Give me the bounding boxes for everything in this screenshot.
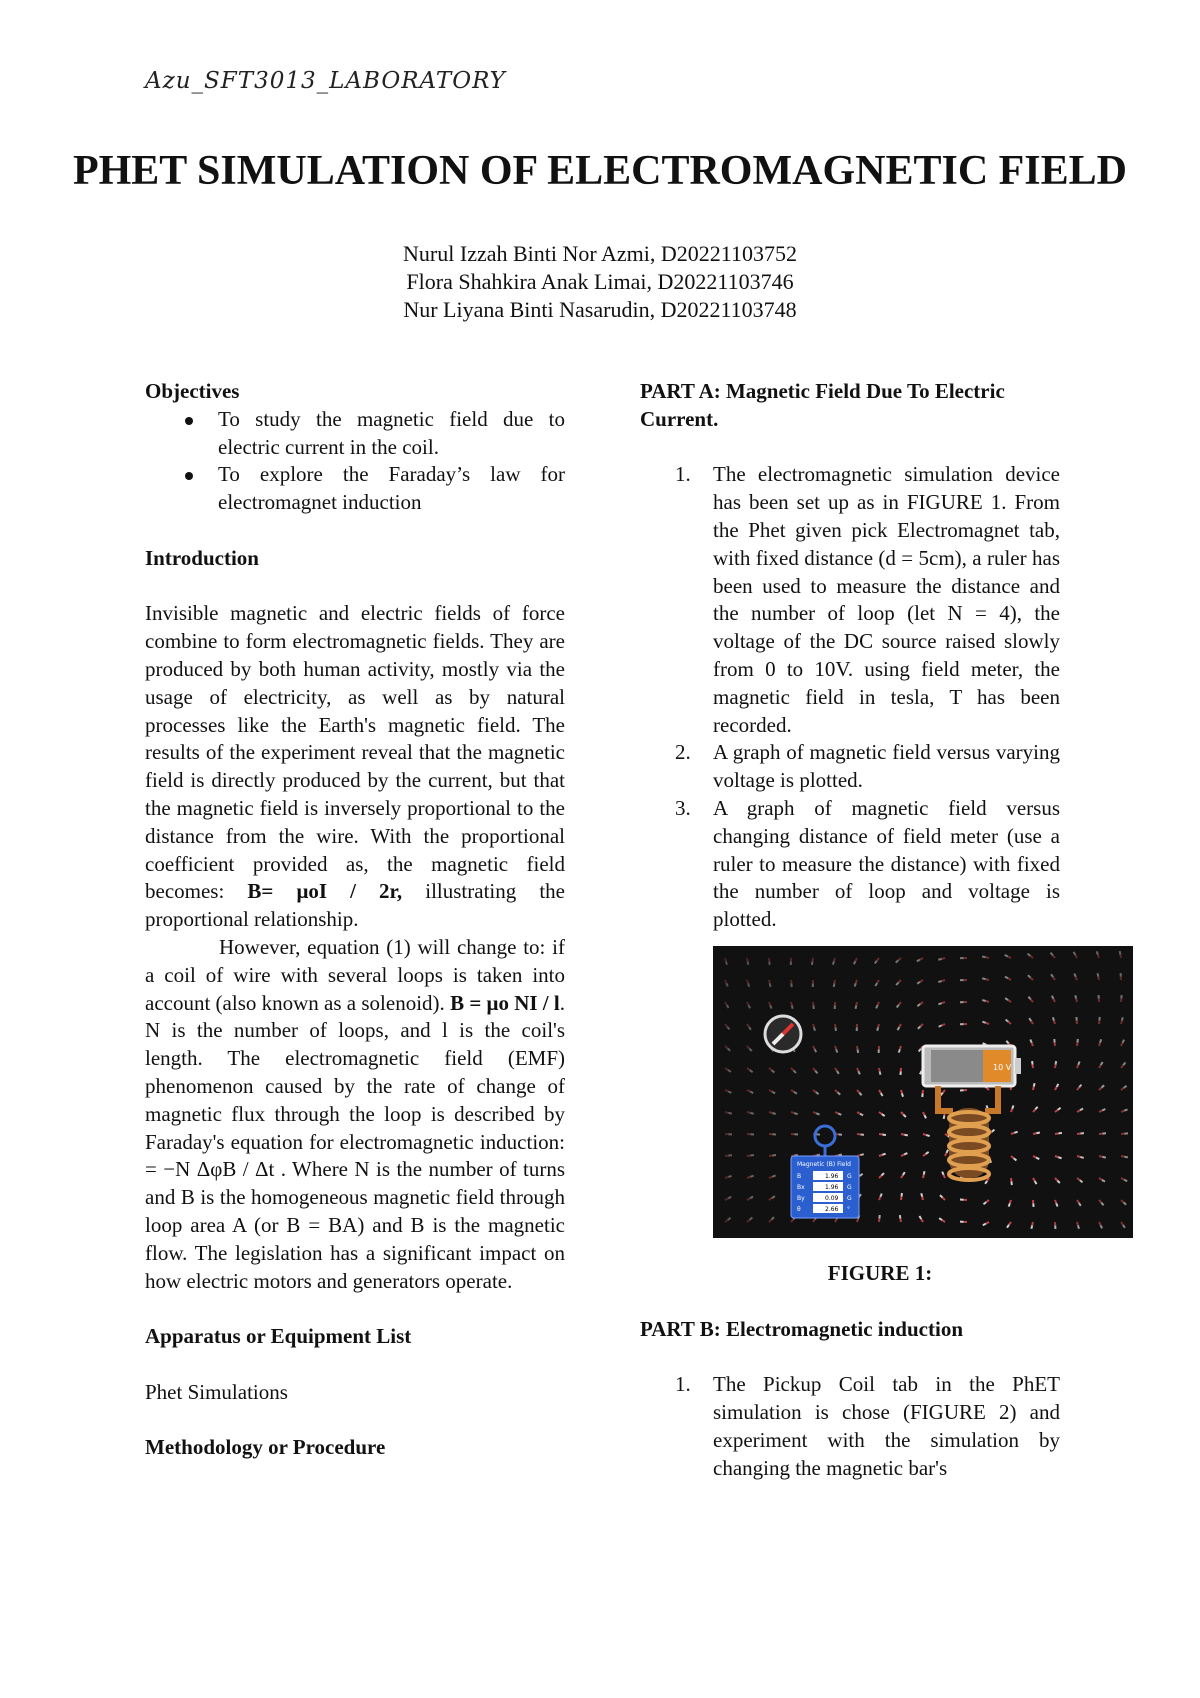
field-arrow-south [770,983,771,986]
meter-row-unit: G [847,1172,852,1180]
field-arrow-north [1055,1064,1056,1067]
battery-voltage-label: 10 V [993,1062,1012,1072]
step-item: 1. The Pickup Coil tab in the PhET simulation is chose (FIGURE 2) and experiment with the simulation by changing the magnetic bar's [675,1372,1060,1480]
field-arrow-north [725,1177,728,1178]
field-arrow-north [1033,1156,1036,1158]
field-arrow-south [855,983,856,986]
figure-1-simulation-image [713,946,1133,1238]
field-arrow-south [1074,973,1075,976]
field-arrow-north [834,958,835,961]
field-arrow-north [747,958,748,961]
field-arrow-north [1077,1222,1078,1225]
field-arrow-south [1005,955,1008,957]
field-arrow-south [880,1071,881,1074]
meter-row-unit: ° [847,1205,850,1213]
step-text: A graph of magnetic field versus changing distance of field meter (use a ruler to measure the distance) with fixed the number of loop and voltage is plotted. [713,795,1060,932]
field-arrow-north [944,1175,945,1178]
field-arrow-north [923,1175,924,1178]
field-arrow-north [813,1112,816,1113]
header-course-label: Azu_SFT3013_LABORATORY [145,68,506,94]
meter-row-label: θ [797,1205,801,1213]
intro-p2-formula: B = μo NI / l [450,990,560,1015]
field-arrow-south [1075,995,1076,998]
field-arrow-south [1034,1083,1035,1086]
field-arrow-south [792,1005,793,1008]
field-arrow-south [1052,996,1054,999]
field-arrow-south [750,1091,753,1093]
field-arrow-north [1010,1200,1011,1203]
field-arrow-south [938,1003,941,1004]
compass-icon [765,1016,801,1052]
field-arrow-south [880,1194,881,1197]
document-title: PHET SIMULATION OF ELECTROMAGNETIC FIELD [72,148,1128,194]
field-arrow-south [1124,1109,1127,1110]
field-arrow-south [726,961,727,964]
field-arrow-south [920,1071,922,1074]
apparatus-heading: Apparatus or Equipment List [145,1324,412,1349]
meter-row-value: 1.96 [825,1183,839,1191]
meter-row-label: B [797,1172,802,1180]
field-arrow-north [942,1002,945,1003]
bullet-icon [185,417,193,425]
field-arrow-north [986,1001,989,1002]
field-arrow-south [982,978,985,979]
meter-row-label: Bx [797,1183,805,1191]
meter-row-unit: G [847,1194,852,1202]
left-column [145,378,565,1462]
part-a-steps [640,461,1060,934]
field-arrow-north [1032,1222,1033,1225]
objective-text: To study the magnetic field due to electric current in the coil. [218,406,565,459]
field-arrow-north [1011,1109,1012,1112]
field-arrow-north [747,1090,750,1092]
field-arrow-north [835,1112,838,1113]
field-arrow-north [878,1024,879,1027]
field-arrow-south [938,959,941,960]
step-text: A graph of magnetic field versus varying voltage is plotted. [713,740,1060,793]
field-arrow-north [769,980,770,983]
field-arrow-south [728,1197,731,1199]
field-arrow-south [816,1155,819,1156]
field-arrow-south [794,1155,797,1156]
field-arrow-south [750,1176,753,1177]
right-column [640,378,1060,1482]
coil-icon [949,1108,989,1180]
field-arrow-north [901,1090,902,1093]
field-arrow-south [772,1155,775,1156]
field-arrow-north [856,980,857,983]
field-arrow-south [1102,1157,1105,1158]
field-arrow-north [1099,1110,1102,1111]
field-arrow-south [856,1005,857,1008]
field-arrow-north [1099,1156,1102,1157]
part-a-heading-line1: PART A: Magnetic Field Due To Electric [640,379,1005,403]
field-arrow-south [942,1172,943,1175]
introduction-heading: Introduction [145,545,259,570]
field-arrow-north [747,1177,750,1178]
field-arrow-north [813,1046,815,1049]
field-arrow-south [814,1027,815,1030]
field-arrow-south [834,983,835,986]
field-arrow-north [900,1046,901,1049]
field-arrow-north [986,957,989,958]
field-arrow-north [812,958,813,961]
intro-p1-text: Invisible magnetic and electric fields of force combine to form electromagnetic fields. They are produced by both human activity, mostly via the usage of electricity, as well as by natural processes like the Earth's magnetic field. The results of the experiment reveal that the magnetic field is directly produced by the current, but that the magnetic field is inversely proportional to the distance from the wire. With the proportional coefficient provided as, the magnetic field becomes: [145,601,565,904]
field-arrow-north [725,1198,728,1200]
figure-1-caption: FIGURE 1: [827,1260,933,1285]
field-arrow-north [835,1046,836,1049]
field-arrow-south [833,961,834,964]
field-arrow-north [1076,977,1077,980]
intro-p2-text: However, equation (1) will change to: if a coil of wire with several loops is taken into account (also known as a solenoid). [145,934,565,1015]
field-arrow-north [857,1068,858,1071]
introduction-paragraph-2 [145,934,565,1295]
field-arrow-south [854,961,856,964]
field-arrow-north [1055,1156,1058,1157]
field-arrow-south [726,983,727,986]
field-arrow-north [879,1134,882,1135]
step-text: The electromagnetic simulation device has been set up as in FIGURE 1. From the Phet given pick Electromagnet tab, with fixed distance (d = 5cm), a ruler has been used to measure the distance and the number of loop (let N = 4), the voltage of the DC source raised slowly from 0 to 10V. using field meter, the magnetic field in tesla, T has been recorded. [713,462,1060,737]
meter-row-value: 0.09 [825,1194,839,1202]
apparatus-item: Phet Simulations [145,1379,288,1404]
field-arrow-south [836,1049,837,1052]
step-text: The Pickup Coil tab in the PhET simulation is chose (FIGURE 2) and experiment with the simulation by changing the magnetic bar's [713,1372,1060,1480]
meter-row-value: 2.66 [825,1205,839,1213]
field-arrow-south [1100,1039,1101,1042]
field-arrow-south [1031,1225,1032,1228]
field-arrow-south [1122,1017,1123,1020]
field-meter-panel [791,1156,859,1218]
step-item: 1. The electromagnetic simulation device has been set up as in FIGURE 1. From the Phet given pick Electromagnet tab, with fixed distance (d = 5cm), a ruler has been used to measure the distance and the number of loop (let N = 4), the voltage of the DC source raised slowly from 0 to 10V. using field meter, the magnetic field in tesla, T has been recorded. [675,462,1060,737]
field-arrow-north [1099,1222,1101,1225]
field-arrow-south [924,1171,925,1174]
field-arrow-north [1053,999,1055,1002]
field-arrow-south [944,1115,945,1118]
field-arrow-north [769,1112,772,1113]
field-arrow-north [1008,956,1011,958]
field-arrow-north [1054,1021,1055,1024]
author-list [0,240,1200,324]
field-arrow-south [815,1049,817,1052]
field-arrow-north [945,1153,947,1156]
field-arrow-south [772,1113,775,1114]
field-arrow-north [857,1219,858,1222]
field-meter-title: Magnetic (B) Field [797,1160,851,1168]
objective-item [145,461,565,517]
author-3: Nur Liyana Binti Nasarudin, D20221103748 [403,297,797,322]
field-arrow-north [901,1134,904,1135]
field-arrow-north [1121,1021,1122,1024]
field-arrow-south [983,1043,986,1044]
field-arrow-south [838,1113,841,1114]
field-arrow-north [1077,1156,1080,1157]
field-arrow-south [939,1025,942,1026]
author-1: Nurul Izzah Binti Nor Azmi, D20221103752 [403,241,797,266]
field-arrow-south [904,1153,907,1154]
field-arrow-north [1076,999,1077,1002]
field-arrow-south [858,1071,859,1074]
meter-row-value: 1.96 [825,1172,839,1180]
introduction-paragraph-1 [145,600,565,934]
methodology-heading: Methodology or Procedure [145,1435,386,1460]
field-arrow-south [1080,1157,1083,1158]
field-arrow-north [1121,1043,1123,1046]
intro-p1-formula: B= μoI / 2r, [247,879,403,904]
field-arrow-south [812,961,813,964]
field-arrow-south [1097,951,1098,954]
field-arrow-north [942,958,945,959]
field-arrow-north [1077,1065,1078,1068]
step-item: 3. A graph of magnetic field versus changing distance of field meter (use a ruler to measure the distance) with fixed the number of loop and voltage is plotted. [675,795,1060,932]
field-arrow-south [1123,1040,1125,1043]
field-arrow-north [942,980,945,981]
field-arrow-south [750,1113,753,1114]
field-arrow-south [1009,1203,1010,1206]
field-arrow-south [1078,1225,1079,1228]
field-arrow-north [1098,977,1099,980]
field-arrow-south [882,1134,885,1135]
field-arrow-north [1099,1043,1100,1046]
field-arrow-north [879,1197,880,1200]
field-arrow-north [747,980,748,983]
field-arrow-south [1036,1132,1039,1133]
field-arrow-north [769,1002,770,1005]
field-arrow-south [1124,1157,1127,1158]
field-arrow-north [1011,1133,1014,1134]
field-arrow-north [791,1112,794,1113]
field-arrow-north [834,980,835,983]
field-arrow-south [876,1005,877,1008]
part-b-heading: PART B: Electromagnetic induction [640,1316,963,1341]
part-a-heading-line2: Current. [640,406,719,431]
field-arrow-north [791,1002,792,1005]
field-arrow-north [1055,1200,1056,1203]
field-arrow-north [1098,955,1099,958]
field-arrow-south [900,1215,901,1218]
field-arrow-south [748,961,749,964]
field-arrow-south [1101,1225,1103,1228]
field-arrow-south [1120,951,1121,954]
field-arrow-south [899,1049,900,1052]
field-arrow-south [772,1175,775,1176]
field-arrow-south [982,1022,985,1023]
field-arrow-south [904,1135,907,1136]
field-arrow-north [725,1090,728,1091]
field-arrow-south [982,956,985,957]
field-arrow-south [1056,1061,1057,1064]
field-arrow-north [1033,1133,1036,1134]
field-arrow-north [1032,1043,1033,1046]
field-arrow-south [926,1135,929,1136]
field-arrow-north [879,1068,880,1071]
field-arrow-south [1056,1203,1057,1206]
field-arrow-south [1058,1133,1061,1134]
field-arrow-south [838,1154,841,1155]
field-arrow-south [794,1113,797,1114]
field-arrow-south [1058,1157,1061,1158]
field-arrow-north [901,1154,904,1155]
field-arrow-north [879,1155,882,1156]
field-arrow-south [1030,1039,1031,1042]
field-arrow-south [749,1005,751,1008]
field-arrow-south [982,1000,985,1001]
field-arrow-north [747,1002,749,1005]
field-arrow-south [1014,1132,1017,1133]
field-arrow-south [1098,973,1099,976]
part-a-heading [640,378,1060,434]
objective-item [145,406,565,462]
field-arrow-south [877,1027,878,1030]
field-arrow-south [882,1154,885,1155]
field-arrow-south [938,981,941,982]
objective-text: To explore the Faraday’s law for electromagnet induction [218,462,565,515]
objectives-heading: Objectives [145,379,240,403]
part-b-steps [640,1371,1060,1482]
field-arrow-north [725,1112,728,1113]
field-arrow-south [947,1150,949,1153]
field-arrow-north [878,1002,879,1005]
field-arrow-north [922,1197,923,1200]
field-arrow-south [1078,1061,1079,1064]
field-arrow-north [923,1134,926,1135]
battery-icon [923,1046,1021,1086]
field-arrow-north [813,1024,814,1027]
step-item: 2. A graph of magnetic field versus varying voltage is plotted. [675,740,1060,793]
field-arrow-north [1055,1133,1058,1134]
field-arrow-south [728,1176,731,1177]
field-arrow-north [942,1024,945,1025]
intro-p2-text-end: . N is the number of loops, and l is the coil's length. The electromagnetic field (EMF) phenomenon caused by the rate of change of magnetic flux through the loop is described by Faraday's equation for electromagnetic induction: = −N ΔφB / Δt . Where N is the number of turns and B is the homogeneous magnetic field through loop area A (or B = BA) and B is the magnetic flow. The legislation has a significant impact on how electric motors and generators operate. [145,990,565,1293]
field-arrow-north [855,958,857,961]
field-arrow-south [1012,1105,1013,1108]
field-arrow-north [769,1177,772,1178]
field-arrow-north [986,1023,989,1024]
field-arrow-south [858,1049,859,1052]
field-arrow-north [1121,1111,1124,1112]
objectives-list [145,406,565,517]
field-arrow-north [986,979,989,980]
field-arrow-south [925,1115,927,1118]
bullet-icon [185,472,193,480]
intro-p1-text-end: illustrating the proportional relationship. [145,879,565,932]
field-arrow-south [770,1005,771,1008]
field-arrow-south [816,1113,819,1114]
meter-row-unit: G [847,1183,852,1191]
field-arrow-north [725,980,726,983]
field-arrow-north [856,1002,857,1005]
field-arrow-north [1121,1156,1124,1157]
author-2: Flora Shahkira Anak Limai, D20221103746 [406,269,794,294]
meter-row-label: By [797,1194,805,1202]
field-arrow-north [1120,954,1121,957]
field-arrow-north [747,1112,750,1113]
field-arrow-south [1102,1109,1105,1110]
field-arrow-north [769,1155,772,1156]
field-arrow-south [902,1093,903,1096]
field-arrow-north [1033,1087,1034,1090]
field-arrow-north [923,1112,925,1115]
field-arrow-south [1036,1157,1039,1159]
field-arrow-south [748,983,749,986]
field-arrow-south [860,1154,863,1155]
field-arrow-north [725,958,726,961]
field-arrow-south [728,1091,731,1092]
field-arrow-south [728,1113,731,1114]
field-arrow-south [921,1193,922,1196]
field-arrow-north [900,1218,901,1221]
field-arrow-north [857,1046,858,1049]
field-arrow-south [1053,1017,1054,1020]
